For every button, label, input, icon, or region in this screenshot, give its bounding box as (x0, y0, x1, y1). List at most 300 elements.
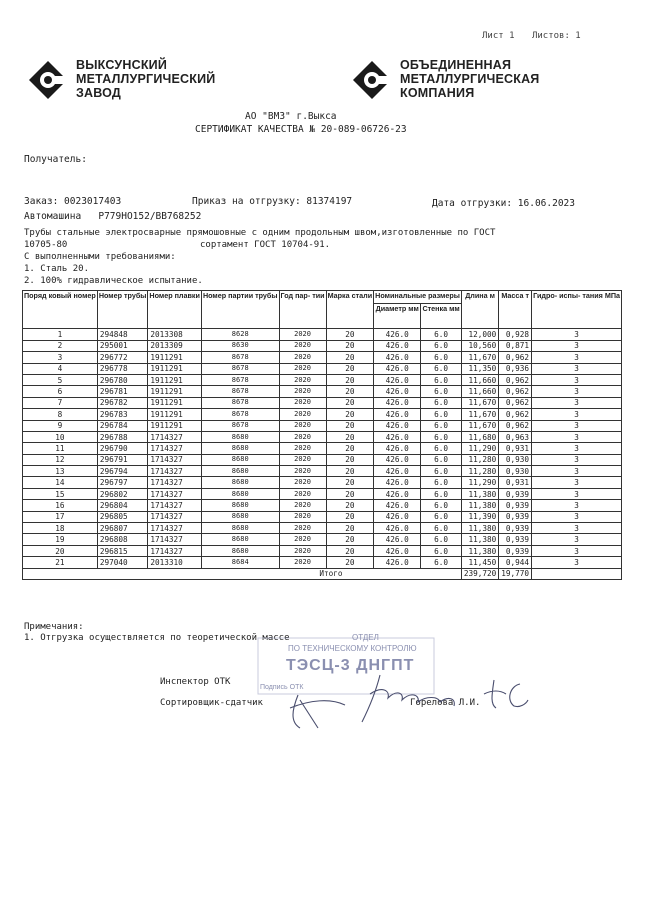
table-row (23, 374, 622, 385)
cell-length: 11,290 (461, 477, 498, 488)
cell-heat-number: 1911291 (148, 397, 202, 408)
cell-hydro-test: 3 (532, 454, 622, 465)
inspector-label: Инспектор ОТК (160, 677, 231, 687)
cell-batch-year: 2020 (279, 420, 326, 431)
cell-row-number: 12 (23, 454, 98, 465)
cell-heat-number: 1714327 (148, 431, 202, 442)
cell-row-number: 18 (23, 523, 98, 534)
cell-batch-year: 2020 (279, 397, 326, 408)
cell-mass: 0,931 (499, 443, 532, 454)
vmz-logo-line3: ЗАВОД (76, 86, 122, 100)
cell-batch-number: 8678 (201, 386, 279, 397)
pipes-table (22, 290, 622, 580)
standard-gost: 10705-80 (24, 240, 68, 250)
table-row (23, 534, 622, 545)
cell-diameter: 426.0 (374, 488, 421, 499)
cell-length: 11,670 (461, 397, 498, 408)
table-row (23, 420, 622, 431)
col-header-diameter: Диаметр мм (374, 304, 421, 329)
cell-steel-grade: 20 (326, 488, 374, 499)
cell-pipe-number: 297040 (97, 557, 148, 568)
cell-heat-number: 1911291 (148, 374, 202, 385)
col-header-nominal: Номинальные размеры (374, 291, 462, 304)
cell-mass: 0,939 (499, 523, 532, 534)
cell-wall: 6.0 (421, 352, 462, 363)
omk-logo-line1: ОБЪЕДИНЕННАЯ (400, 58, 512, 72)
cell-batch-number: 8680 (201, 454, 279, 465)
cell-row-number: 8 (23, 409, 98, 420)
cell-length: 11,660 (461, 374, 498, 385)
cell-steel-grade: 20 (326, 386, 374, 397)
cell-batch-year: 2020 (279, 534, 326, 545)
cell-steel-grade: 20 (326, 534, 374, 545)
cell-batch-number: 8680 (201, 443, 279, 454)
cell-diameter: 426.0 (374, 420, 421, 431)
cell-heat-number: 1911291 (148, 386, 202, 397)
cell-length: 11,660 (461, 386, 498, 397)
cell-mass: 0,939 (499, 488, 532, 499)
cell-pipe-number: 296772 (97, 352, 148, 363)
cell-batch-year: 2020 (279, 329, 326, 340)
cell-heat-number: 1911291 (148, 363, 202, 374)
cell-batch-number: 8684 (201, 557, 279, 568)
truck-number: Автомашина Р779НО152/ВВ768252 (24, 211, 202, 222)
col-header-batch: Номер партии трубы (201, 291, 279, 329)
handwritten-signature (270, 660, 550, 732)
cell-diameter: 426.0 (374, 340, 421, 351)
cell-batch-year: 2020 (279, 466, 326, 477)
cell-batch-year: 2020 (279, 545, 326, 556)
cell-pipe-number: 295001 (97, 340, 148, 351)
cell-batch-year: 2020 (279, 488, 326, 499)
col-header-year: Год пар- тии (279, 291, 326, 329)
cell-row-number: 1 (23, 329, 98, 340)
cell-batch-year: 2020 (279, 477, 326, 488)
cell-heat-number: 1911291 (148, 409, 202, 420)
cell-batch-year: 2020 (279, 557, 326, 568)
cell-hydro-test: 3 (532, 534, 622, 545)
cell-hydro-test: 3 (532, 386, 622, 397)
cell-mass: 0,944 (499, 557, 532, 568)
cell-heat-number: 2013310 (148, 557, 202, 568)
cell-pipe-number: 296784 (97, 420, 148, 431)
stamp-sign-label: Подпись ОТК (260, 684, 304, 691)
cell-length: 11,380 (461, 500, 498, 511)
cell-batch-year: 2020 (279, 431, 326, 442)
cell-hydro-test: 3 (532, 557, 622, 568)
omk-logo-line3: КОМПАНИЯ (400, 86, 475, 100)
cell-batch-year: 2020 (279, 443, 326, 454)
cell-mass: 0,931 (499, 477, 532, 488)
cell-hydro-test: 3 (532, 443, 622, 454)
cell-hydro-test: 3 (532, 466, 622, 477)
cell-pipe-number: 296778 (97, 363, 148, 374)
cell-mass: 0,962 (499, 352, 532, 363)
cell-length: 12,000 (461, 329, 498, 340)
cell-batch-year: 2020 (279, 454, 326, 465)
cell-steel-grade: 20 (326, 511, 374, 522)
cell-batch-year: 2020 (279, 523, 326, 534)
sheet-total: Листов: 1 (531, 31, 581, 41)
company-name: АО "ВМЗ" г.Выкса (245, 111, 337, 122)
cell-row-number: 14 (23, 477, 98, 488)
cell-mass: 0,930 (499, 466, 532, 477)
cell-batch-number: 8678 (201, 420, 279, 431)
table-row (23, 511, 622, 522)
cell-pipe-number: 296807 (97, 523, 148, 534)
cell-batch-number: 8678 (201, 374, 279, 385)
cell-hydro-test: 3 (532, 329, 622, 340)
cell-steel-grade: 20 (326, 466, 374, 477)
cell-wall: 6.0 (421, 340, 462, 351)
cell-batch-number: 8628 (201, 329, 279, 340)
table-row (23, 545, 622, 556)
col-header-steel: Марка стали (326, 291, 374, 329)
cell-mass: 0,939 (499, 511, 532, 522)
total-empty (532, 568, 622, 579)
cell-pipe-number: 296802 (97, 488, 148, 499)
table-row (23, 443, 622, 454)
cell-steel-grade: 20 (326, 557, 374, 568)
col-header-length: Длина м (461, 291, 498, 329)
cell-heat-number: 1911291 (148, 420, 202, 431)
omk-logo-line2: МЕТАЛЛУРГИЧЕСКАЯ (400, 72, 540, 86)
table-body (23, 329, 622, 568)
cell-length: 11,350 (461, 363, 498, 374)
table-row (23, 352, 622, 363)
cell-batch-number: 8680 (201, 477, 279, 488)
cell-length: 11,290 (461, 443, 498, 454)
cell-wall: 6.0 (421, 477, 462, 488)
cell-row-number: 7 (23, 397, 98, 408)
vmz-logo (28, 58, 228, 104)
cell-heat-number: 1714327 (148, 454, 202, 465)
cell-batch-number: 8678 (201, 397, 279, 408)
requirements-title: С выполненными требованиями: (24, 252, 176, 262)
cell-batch-year: 2020 (279, 500, 326, 511)
cell-diameter: 426.0 (374, 386, 421, 397)
cell-steel-grade: 20 (326, 363, 374, 374)
cell-steel-grade: 20 (326, 409, 374, 420)
cell-steel-grade: 20 (326, 352, 374, 363)
cell-diameter: 426.0 (374, 534, 421, 545)
shipment-order: Приказ на отгрузку: 81374197 (192, 196, 353, 207)
cell-diameter: 426.0 (374, 431, 421, 442)
table-row (23, 477, 622, 488)
cell-wall: 6.0 (421, 511, 462, 522)
cell-length: 11,380 (461, 534, 498, 545)
cell-mass: 0,939 (499, 534, 532, 545)
cell-row-number: 2 (23, 340, 98, 351)
cell-mass: 0,962 (499, 409, 532, 420)
cell-heat-number: 1714327 (148, 500, 202, 511)
cell-diameter: 426.0 (374, 397, 421, 408)
cell-heat-number: 1714327 (148, 466, 202, 477)
col-header-hydro: Гидро- испы- тания МПа (532, 291, 622, 329)
cell-steel-grade: 20 (326, 397, 374, 408)
cell-heat-number: 1714327 (148, 477, 202, 488)
cell-pipe-number: 296797 (97, 477, 148, 488)
total-mass: 19,770 (499, 568, 532, 579)
cell-mass: 0,963 (499, 431, 532, 442)
cell-steel-grade: 20 (326, 477, 374, 488)
assortment-gost: сортамент ГОСТ 10704-91. (200, 240, 331, 250)
ship-date: Дата отгрузки: 16.06.2023 (432, 198, 575, 209)
cell-row-number: 4 (23, 363, 98, 374)
cell-pipe-number: 296794 (97, 466, 148, 477)
cell-batch-number: 8680 (201, 523, 279, 534)
cell-steel-grade: 20 (326, 420, 374, 431)
cell-mass: 0,962 (499, 386, 532, 397)
cell-mass: 0,871 (499, 340, 532, 351)
cell-pipe-number: 296782 (97, 397, 148, 408)
total-row (23, 568, 622, 579)
cell-wall: 6.0 (421, 431, 462, 442)
cell-pipe-number: 296805 (97, 511, 148, 522)
cell-steel-grade: 20 (326, 443, 374, 454)
cell-mass: 0,939 (499, 500, 532, 511)
cell-diameter: 426.0 (374, 466, 421, 477)
cell-wall: 6.0 (421, 329, 462, 340)
cell-batch-number: 8678 (201, 352, 279, 363)
cell-pipe-number: 296783 (97, 409, 148, 420)
cell-wall: 6.0 (421, 500, 462, 511)
sheet-counter (478, 31, 581, 41)
table-row (23, 557, 622, 568)
cell-batch-year: 2020 (279, 340, 326, 351)
cell-steel-grade: 20 (326, 454, 374, 465)
certificate-title: СЕРТИФИКАТ КАЧЕСТВА № 20-089-06726-23 (195, 124, 407, 135)
cell-mass: 0,930 (499, 454, 532, 465)
cell-wall: 6.0 (421, 420, 462, 431)
cell-batch-number: 8630 (201, 340, 279, 351)
omk-logo (352, 58, 552, 104)
cell-wall: 6.0 (421, 466, 462, 477)
cell-length: 11,380 (461, 523, 498, 534)
cell-pipe-number: 294848 (97, 329, 148, 340)
col-header-number: Поряд ковый номер (23, 291, 98, 329)
cell-steel-grade: 20 (326, 374, 374, 385)
cell-hydro-test: 3 (532, 374, 622, 385)
cell-hydro-test: 3 (532, 340, 622, 351)
cell-length: 11,670 (461, 420, 498, 431)
cell-wall: 6.0 (421, 545, 462, 556)
cell-heat-number: 1714327 (148, 488, 202, 499)
cell-diameter: 426.0 (374, 352, 421, 363)
cell-batch-number: 8680 (201, 500, 279, 511)
cell-batch-number: 8680 (201, 511, 279, 522)
cell-wall: 6.0 (421, 397, 462, 408)
cell-length: 11,450 (461, 557, 498, 568)
col-header-pipe: Номер трубы (97, 291, 148, 329)
table-row (23, 386, 622, 397)
total-label: Итого (23, 568, 462, 579)
cell-wall: 6.0 (421, 409, 462, 420)
cell-mass: 0,939 (499, 545, 532, 556)
cell-row-number: 20 (23, 545, 98, 556)
cell-diameter: 426.0 (374, 500, 421, 511)
cell-diameter: 426.0 (374, 477, 421, 488)
cell-wall: 6.0 (421, 374, 462, 385)
cell-mass: 0,962 (499, 374, 532, 385)
cell-row-number: 19 (23, 534, 98, 545)
cell-wall: 6.0 (421, 534, 462, 545)
cell-hydro-test: 3 (532, 500, 622, 511)
cell-pipe-number: 296788 (97, 431, 148, 442)
col-header-mass: Масса т (499, 291, 532, 329)
cell-pipe-number: 296790 (97, 443, 148, 454)
cell-mass: 0,928 (499, 329, 532, 340)
cell-wall: 6.0 (421, 488, 462, 499)
col-header-heat: Номер плавки (148, 291, 202, 329)
cell-steel-grade: 20 (326, 545, 374, 556)
cell-row-number: 3 (23, 352, 98, 363)
sorter-label: Сортировщик-сдатчик (160, 698, 263, 708)
omk-logo-icon (352, 60, 392, 100)
cell-batch-number: 8680 (201, 545, 279, 556)
cell-steel-grade: 20 (326, 340, 374, 351)
cell-batch-year: 2020 (279, 511, 326, 522)
cell-row-number: 16 (23, 500, 98, 511)
cell-diameter: 426.0 (374, 545, 421, 556)
requirement-2: 2. 100% гидравлическое испытание. (24, 276, 203, 286)
cell-heat-number: 1714327 (148, 511, 202, 522)
cell-mass: 0,936 (499, 363, 532, 374)
cell-heat-number: 1714327 (148, 545, 202, 556)
cell-hydro-test: 3 (532, 523, 622, 534)
cell-length: 10,560 (461, 340, 498, 351)
cell-heat-number: 2013308 (148, 329, 202, 340)
cell-wall: 6.0 (421, 386, 462, 397)
recipient-label: Получатель: (24, 154, 87, 165)
table-row (23, 488, 622, 499)
cell-hydro-test: 3 (532, 477, 622, 488)
cell-diameter: 426.0 (374, 329, 421, 340)
cell-length: 11,680 (461, 431, 498, 442)
stamp-line2: ПО ТЕХНИЧЕСКОМУ КОНТРОЛЮ (288, 644, 417, 653)
cell-length: 11,380 (461, 545, 498, 556)
cell-steel-grade: 20 (326, 329, 374, 340)
cell-row-number: 21 (23, 557, 98, 568)
cell-pipe-number: 296791 (97, 454, 148, 465)
cell-steel-grade: 20 (326, 431, 374, 442)
cell-hydro-test: 3 (532, 363, 622, 374)
cell-diameter: 426.0 (374, 523, 421, 534)
cell-row-number: 9 (23, 420, 98, 431)
notes-title: Примечания: (24, 622, 84, 632)
cell-hydro-test: 3 (532, 397, 622, 408)
table-row (23, 500, 622, 511)
cell-row-number: 5 (23, 374, 98, 385)
cell-hydro-test: 3 (532, 545, 622, 556)
cell-row-number: 11 (23, 443, 98, 454)
cell-hydro-test: 3 (532, 511, 622, 522)
cell-batch-year: 2020 (279, 352, 326, 363)
cell-steel-grade: 20 (326, 523, 374, 534)
sheet-number: Лист 1 (482, 31, 515, 41)
cell-diameter: 426.0 (374, 557, 421, 568)
vmz-logo-line1: ВЫКСУНСКИЙ (76, 58, 168, 72)
vmz-logo-icon (28, 60, 68, 100)
cell-hydro-test: 3 (532, 409, 622, 420)
cell-batch-number: 8680 (201, 466, 279, 477)
cell-heat-number: 1714327 (148, 523, 202, 534)
cell-row-number: 13 (23, 466, 98, 477)
cell-length: 11,390 (461, 511, 498, 522)
cell-batch-number: 8680 (201, 488, 279, 499)
cell-mass: 0,962 (499, 420, 532, 431)
cell-length: 11,670 (461, 352, 498, 363)
cell-row-number: 10 (23, 431, 98, 442)
cell-hydro-test: 3 (532, 352, 622, 363)
cell-diameter: 426.0 (374, 363, 421, 374)
cell-wall: 6.0 (421, 557, 462, 568)
cell-row-number: 6 (23, 386, 98, 397)
vmz-logo-line2: МЕТАЛЛУРГИЧЕСКИЙ (76, 72, 216, 86)
col-header-wall: Стенка мм (421, 304, 462, 329)
cell-length: 11,670 (461, 409, 498, 420)
cell-wall: 6.0 (421, 443, 462, 454)
cell-batch-year: 2020 (279, 363, 326, 374)
cell-hydro-test: 3 (532, 431, 622, 442)
cell-pipe-number: 296781 (97, 386, 148, 397)
cell-hydro-test: 3 (532, 420, 622, 431)
total-length: 239,720 (461, 568, 498, 579)
cell-diameter: 426.0 (374, 454, 421, 465)
cell-length: 11,380 (461, 488, 498, 499)
cell-batch-year: 2020 (279, 386, 326, 397)
table-row (23, 523, 622, 534)
cell-batch-number: 8678 (201, 409, 279, 420)
cell-wall: 6.0 (421, 454, 462, 465)
cell-pipe-number: 296804 (97, 500, 148, 511)
stamp-line1: ОТДЕЛ (352, 633, 379, 642)
cell-diameter: 426.0 (374, 374, 421, 385)
cell-hydro-test: 3 (532, 488, 622, 499)
table-row (23, 409, 622, 420)
cell-length: 11,280 (461, 466, 498, 477)
cell-diameter: 426.0 (374, 443, 421, 454)
cell-batch-year: 2020 (279, 409, 326, 420)
order-number: Заказ: 0023017403 (24, 196, 122, 207)
cell-wall: 6.0 (421, 523, 462, 534)
cell-mass: 0,962 (499, 397, 532, 408)
product-description: Трубы стальные электросварные прямошовные с одним продольным швом,изготовленные по ГОСТ (24, 228, 496, 238)
sorter-name: Горелова Л.И. (410, 698, 481, 708)
note-1: 1. Отгрузка осуществляется по теоретической массе (24, 633, 290, 643)
cell-diameter: 426.0 (374, 409, 421, 420)
cell-batch-number: 8680 (201, 534, 279, 545)
stamp-line3: ТЭСЦ-3 ДНГПТ (286, 657, 415, 674)
cell-length: 11,280 (461, 454, 498, 465)
table-row (23, 466, 622, 477)
cell-pipe-number: 296815 (97, 545, 148, 556)
table-row (23, 329, 622, 340)
cell-batch-number: 8680 (201, 431, 279, 442)
table-row (23, 340, 622, 351)
cell-heat-number: 1714327 (148, 443, 202, 454)
table-row (23, 454, 622, 465)
cell-steel-grade: 20 (326, 500, 374, 511)
cell-row-number: 17 (23, 511, 98, 522)
cell-heat-number: 2013309 (148, 340, 202, 351)
cell-heat-number: 1714327 (148, 534, 202, 545)
cell-pipe-number: 296780 (97, 374, 148, 385)
table-row (23, 363, 622, 374)
cell-batch-year: 2020 (279, 374, 326, 385)
cell-row-number: 15 (23, 488, 98, 499)
requirement-1: 1. Сталь 20. (24, 264, 90, 274)
